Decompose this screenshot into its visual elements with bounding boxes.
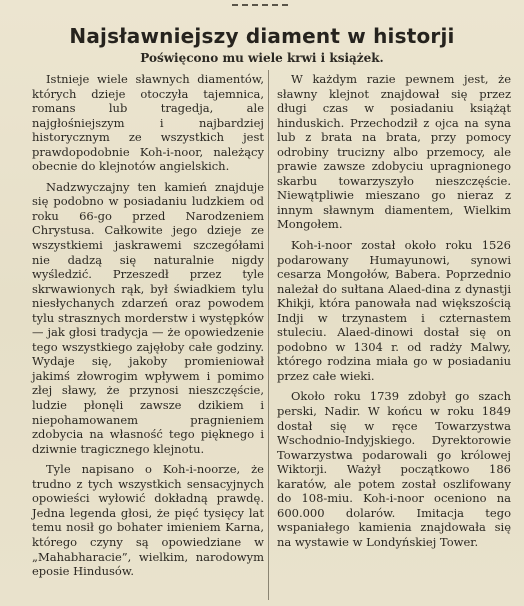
column-divider: [268, 70, 269, 600]
article-subtitle: Poświęcono mu wiele krwi i książek.: [140, 51, 384, 65]
paragraph: Około roku 1739 zdobył go szach perski, Nadir. W końcu w roku 1849 dostał się w ręce Towarzystwa Wschodnio-Indyjskiego. Dyrektorowie Towarzystwa podarowali go królowej Wiktorji. Ważył początkowo 186 karatów, ale potem został oszlifowany do 108-miu. Koh-i-noor oceniono na 600.000 dolarów. Imitacja tego wspaniałego kamienia znajdowała się na wystawie w Londyńskiej Tower.: [277, 389, 511, 549]
paragraph: Nadzwyczajny ten kamień znajduje się podobno w posiadaniu ludzkiem od roku 66-go przed Narodzeniem Chrystusa. Całkowite jego dzieje ze wszystkiemi jaskrawemi szczegółami nie dadzą się naturalnie nigdy wyśledzić. Przeszedł przez tyle skrwawionych rąk, był świadkiem tylu niesłychanych zdarzeń oraz powodem tylu strasznych morderstw i występków — jak głosi tradycja — że opowiedzenie tego wszystkiego zajęłoby całe godziny. Wydaje się, jakoby promieniował jakimś złowrogim wpływem i pomimo złej sławy, że przynosi nieszczęście, ludzie płonęli zawsze dzikiem i niepohamowanem pragnieniem zdobycia na własność tego pięknego i dziwnie tragicznego klejnotu.: [32, 179, 264, 456]
paragraph: Tyle napisano o Koh-i-noorze, że trudno z tych wszystkich sensacyjnych opowieści wyłowić dokładną prawdę. Jedna legenda głosi, że pięć tysięcy lat temu nosił go bohater imieniem Karna, którego czyny są opowiedziane w „Mahabharacie”, wielkim, narodowym eposie Hindusów.: [32, 462, 264, 579]
paragraph: Istnieje wiele sławnych diamentów, których dzieje otoczyła tajemnica, romans lub tragedja, ale najgłośniejszym i najbardziej historycznym ze wszystkich jest prawdopodobnie Koh-i-noor, należący obecnie do klejnotów angielskich.: [32, 72, 264, 174]
paragraph: W każdym razie pewnem jest, że sławny klejnot znajdował się przez długi czas w posiadaniu książąt hinduskich. Przechodził z ojca na syna lub z brata na brata, przy pomocy odrobiny trucizny albo przemocy, ale prawie zawsze zdobyciu upragnionego skarbu towarzyszyło nieszczęście. Niewątpliwie mieszano go nieraz z innym sławnym diamentem, Wielkim Mongołem.: [277, 72, 511, 232]
article-title: Najsławniejszy diament w historji: [69, 24, 455, 48]
paragraph: Koh-i-noor został około roku 1526 podarowany Humayunowi, synowi cesarza Mongołów, Babera. Poprzednio należał do sułtana Alaed-dina z dynastji Khikji, która panowała nad większością Indji w trzynastem i czternastem stuleciu. Alaed-dinowi dostał się on podobno w 1304 r. od radży Malwy, którego rodzina miała go w posiadaniu przez całe wieki.: [277, 238, 511, 383]
top-dashed-rule: [232, 4, 288, 6]
left-column: [32, 72, 264, 585]
right-column: [277, 72, 511, 556]
